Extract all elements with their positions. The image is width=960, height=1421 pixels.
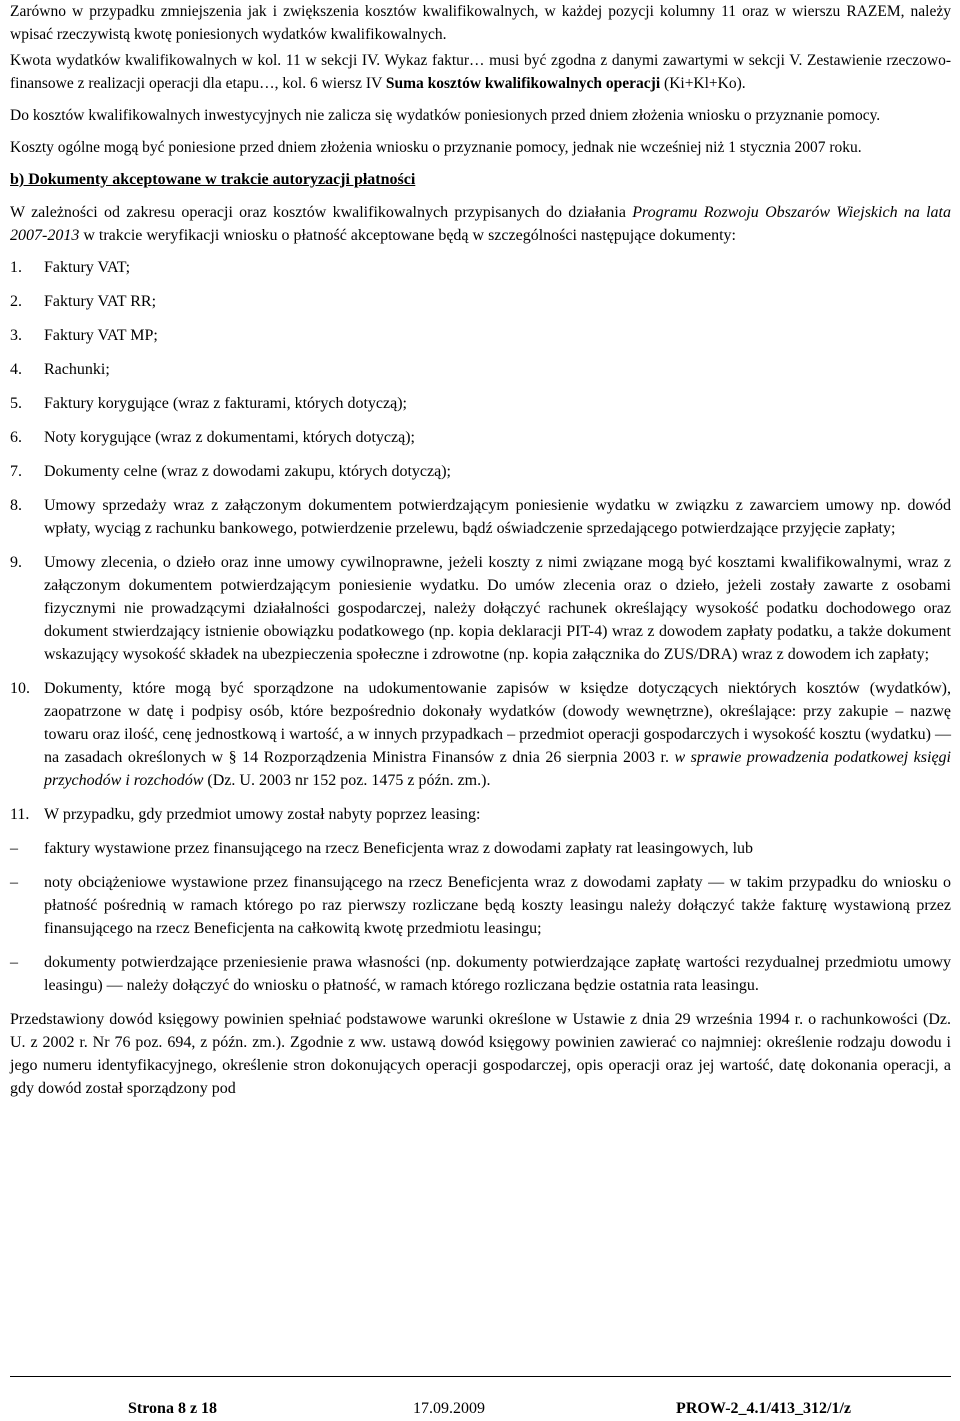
footer-date: 17.09.2009 — [413, 1400, 485, 1417]
list-item-3 — [10, 324, 951, 347]
list-item-number: 5. — [10, 395, 22, 412]
intro-text-a: W zależności od zakresu operacji oraz kosztów kwalifikowalnych przypisanych do działania — [10, 204, 633, 221]
list-item-1 — [10, 256, 951, 279]
list-item-number: 6. — [10, 429, 22, 446]
list-item-number: 3. — [10, 327, 22, 344]
document-page — [10, 0, 951, 1100]
list-item-6 — [10, 426, 951, 449]
list-item-10 — [10, 677, 951, 792]
intro-program-name: Programu Rozwoju Obszarów Wiejskich na lata 2007-2013 — [10, 204, 952, 244]
list-item-number: 4. — [10, 361, 22, 378]
list-item-text: Umowy zlecenia, o dzieło oraz inne umowy cywilnoprawne, jeżeli koszty z nimi związane mogą być kosztami kwalifikowalnymi, wraz z załączonym dokumentem potwierdzającym poniesienie wydatku. Do umów zlecenia oraz o dzieło, jeżeli zostały zawarte z osobami fizycznymi nie prowadzącymi działalności gospodarczej, należy dołączyć rachunek określający wysokość podatku dochodowego oraz dokument stwierdzający istnienie obowiązku podatkowego (np. kopia deklaracji PIT-4) wraz z dowodem zapłaty podatku, a także dokument wskazujący wysokość składek na ubezpieczenia społeczne i zdrowotne (np. kopia załącznika do ZUS/DRA) wraz z dowodem ich zapłaty; — [44, 554, 951, 663]
paragraph-general-costs: Koszty ogólne mogą być poniesione przed dniem złożenia wniosku o przyznanie pomocy, jednak nie wcześniej niż 1 stycznia 2007 roku. — [10, 139, 862, 156]
item10-text-c: (Dz. U. 2003 nr 152 poz. 1475 z późn. zm.). — [203, 772, 491, 789]
list-item-text: Faktury VAT MP; — [44, 327, 158, 344]
item11-text: W przypadku, gdy przedmiot umowy został nabyty poprzez leasing: — [44, 806, 481, 823]
list-item-2 — [10, 290, 951, 313]
dash-bullet: – — [10, 874, 18, 891]
amount-consistency-text: Kwota wydatków kwalifikowalnych w kol. 11 w sekcji IV. Wykaz faktur… musi być zgodna z danymi zawartymi w sekcji V. Zestawienie rzeczowo- finansowe z realizacji operacji dla etapu…, kol. 6 wiersz IV — [10, 52, 951, 92]
leasing-item-1 — [10, 837, 951, 860]
documents-list-continued — [10, 677, 951, 826]
list-item-number: 1. — [10, 259, 22, 276]
leasing-item-2 — [10, 871, 951, 940]
paragraph-correction: Zarówno w przypadku zmniejszenia jak i zwiększenia kosztów kwalifikowalnych, w każdej pozycji kolumny 11 oraz w wierszu RAZEM, należy wpisać rzeczywistą kwotę poniesionych wydatków kwalifikowalnych. — [10, 3, 951, 43]
list-item-9 — [10, 551, 951, 666]
documents-list — [10, 256, 951, 666]
leasing-item-text: noty obciążeniowe wystawione przez finansującego na rzecz Beneficjenta wraz z dowodami zapłaty — w takim przypadku do wniosku o płatność pośrednią w ramach którego po raz pierwszy rozliczane będą koszty leasingu należy dołączyć także fakturę wystawioną przez finansującego na rzecz Beneficjenta na całkowitą kwotę przedmiotu leasingu; — [44, 874, 951, 937]
list-item-text: Umowy sprzedaży wraz z załączonym dokumentem potwierdzającym poniesienie wydatku w związku z zawarciem umowy np. dowód wpłaty, wyciąg z rachunku bankowego, potwierdzenie przelewu, bądź oświadczenie sprzedającego potwierdzające przyjęcie zapłaty; — [44, 497, 951, 537]
dash-bullet: – — [10, 954, 18, 971]
list-item-7 — [10, 460, 951, 483]
list-item-number: 2. — [10, 293, 22, 310]
leasing-item-text: dokumenty potwierdzające przeniesienie prawa własności (np. dokumenty potwierdzające zapłatę wartości rezydualnej przedmiotu umowy leasingu) — należy dołączyć do wniosku o płatność, w ramach którego rozliczana będzie ostatnia rata leasingu. — [44, 954, 951, 994]
footer-page-number: Strona 8 z 18 — [128, 1400, 218, 1417]
list-item-text: Noty korygujące (wraz z dokumentami, których dotyczą); — [44, 429, 415, 446]
leasing-list — [10, 837, 951, 997]
list-item-text: Faktury VAT RR; — [44, 293, 157, 310]
list-item-5 — [10, 392, 951, 415]
leasing-item-3 — [10, 951, 951, 997]
list-item-4 — [10, 358, 951, 381]
list-item-text: Faktury VAT; — [44, 259, 131, 276]
paragraph-investment-costs: Do kosztów kwalifikowalnych inwestycyjnych nie zalicza się wydatków poniesionych przed dniem złożenia wniosku o przyznanie pomocy. — [10, 107, 881, 124]
list-item-11 — [10, 803, 951, 826]
list-item-number: 9. — [10, 554, 22, 571]
paragraph-accounting-proof: Przedstawiony dowód księgowy powinien spełniać podstawowe warunki określone w Ustawie z dnia 29 września 1994 r. o rachunkowości (Dz. U. z 2002 r. Nr 76 poz. 694, z późn. zm.). Zgodnie z ww. ustawą dowód księgowy powinien zawierać co najmniej: określenie rodzaju dowodu i jego numeru identyfikacyjnego, określenie stron dokonujących operacji gospodarczej, opis operacji oraz jej wartość, datę dokonania operacji, a gdy dowód został sporządzony pod — [10, 1011, 951, 1097]
amount-consistency-bold: Suma kosztów kwalifikowalnych operacji — [385, 75, 661, 92]
list-item-8 — [10, 494, 951, 540]
intro-text-c: w trakcie weryfikacji wniosku o płatność akceptowane będą w szczególności następujące dokumenty: — [79, 227, 736, 244]
item10-regulation-title: w sprawie prowadzenia podatkowej księgi przychodów i rozchodów — [44, 749, 951, 789]
list-item-number: 11. — [10, 806, 30, 823]
paragraph-amount-consistency — [10, 49, 951, 95]
item10-text-a: Dokumenty, które mogą być sporządzone na udokumentowanie zapisów w księdze dotyczących niektórych kosztów (wydatków), zaopatrzone w datę i podpisy osób, które bezpośrednio dokonały wydatków (dowody wewnętrzne), określające: przy zakupie – nazwę towaru oraz ilość, cenę jednostkową i wartość, a w innych przypadkach – przedmiot operacji gospodarczych i wysokość kosztu (wydatku) — na zasadach określonych w § 14 Rozporządzenia Ministra Finansów z dnia 26 sierpnia 2003 r. — [44, 680, 951, 766]
list-item-number: 10. — [10, 680, 30, 697]
list-item-text: Rachunki; — [44, 361, 110, 378]
list-item-number: 8. — [10, 497, 22, 514]
amount-consistency-formula: (Ki+Kl+Ko). — [660, 75, 746, 92]
list-item-text: Faktury korygujące (wraz z fakturami, których dotyczą); — [44, 395, 407, 412]
section-b-intro — [10, 201, 951, 247]
dash-bullet: – — [10, 840, 18, 857]
leasing-item-text: faktury wystawione przez finansującego na rzecz Beneficjenta wraz z dowodami zapłaty rat leasingowych, lub — [44, 840, 754, 857]
list-item-text: Dokumenty celne (wraz z dowodami zakupu, których dotyczą); — [44, 463, 451, 480]
list-item-number: 7. — [10, 463, 22, 480]
page-footer — [10, 1376, 951, 1417]
section-b-heading: b) Dokumenty akceptowane w trakcie autoryzacji płatności — [10, 171, 416, 188]
footer-document-code: PROW-2_4.1/413_312/1/z — [676, 1400, 851, 1417]
